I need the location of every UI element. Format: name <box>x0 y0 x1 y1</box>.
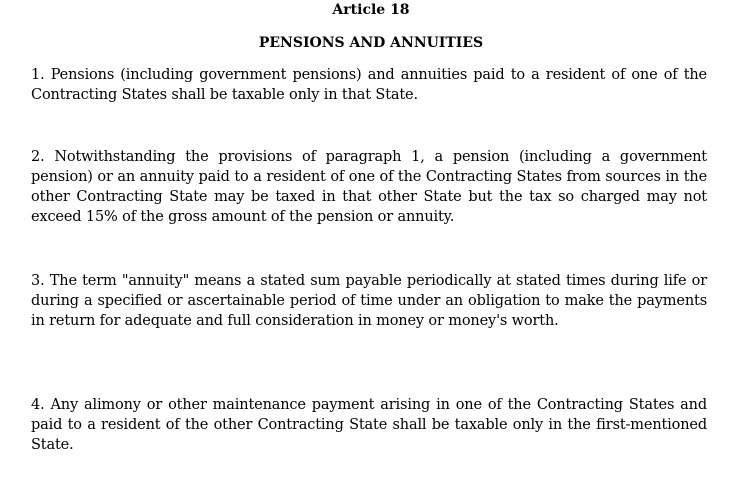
paragraph-2: 2. Notwithstanding the provisions of paragraph 1, a pension (including a government pension) or an annuity paid to a resident of one of the Contracting States from sources in the other Contracting State may be taxed in that other State but the tax so charged may not exceed 15% of the gross amount of the pension or annuity. <box>31 149 707 225</box>
paragraph-3: 3. The term "annuity" means a stated sum payable periodically at stated times during life or during a specified or ascertainable period of time under an obligation to make the payments in return for adequate and full consideration in money or money's worth. <box>31 273 707 329</box>
paragraph-1: 1. Pensions (including government pensions) and annuities paid to a resident of one of the Contracting States shall be taxable only in that State. <box>31 67 707 103</box>
section-title: PENSIONS AND ANNUITIES <box>258 35 484 51</box>
paragraph-4: 4. Any alimony or other maintenance payment arising in one of the Contracting States and paid to a resident of the other Contracting State shall be taxable only in the first-mentioned State. <box>31 397 707 453</box>
article-title: Article 18 <box>332 2 410 18</box>
